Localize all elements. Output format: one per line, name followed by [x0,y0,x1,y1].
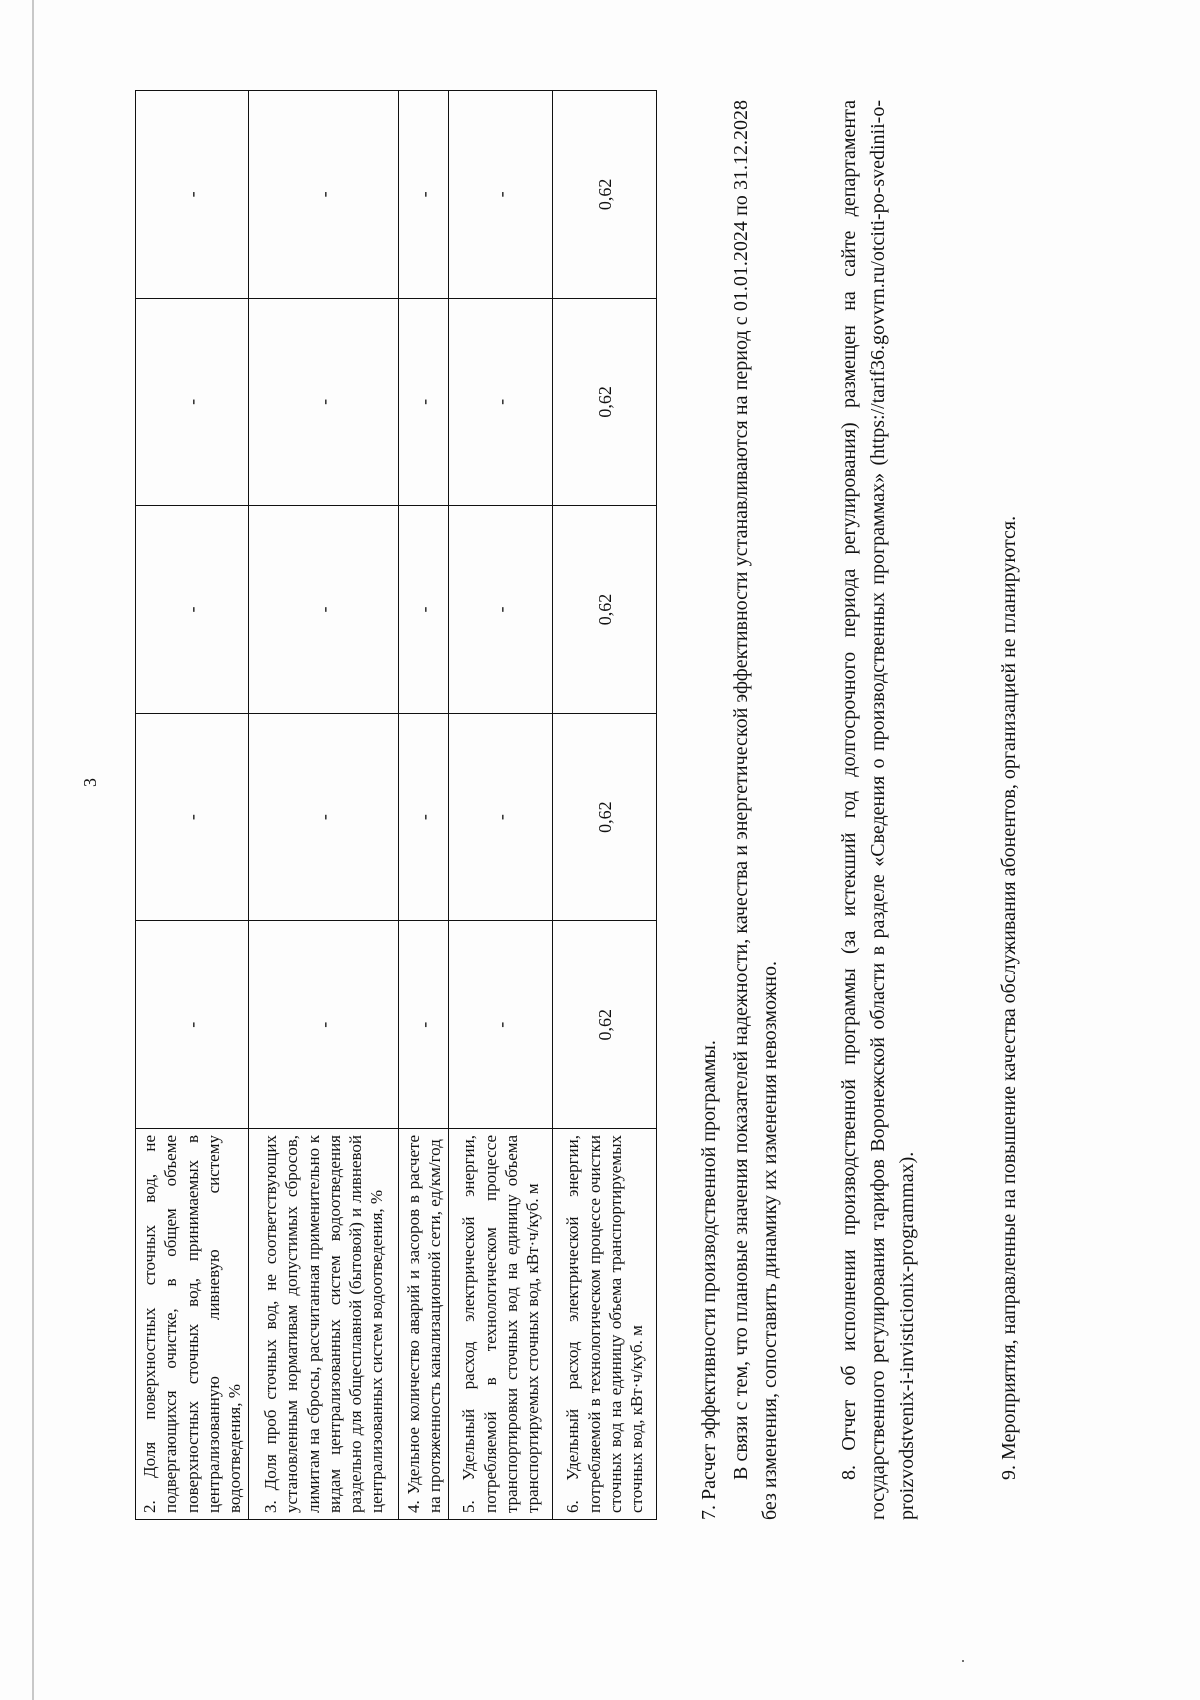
indicator-value: 0,62 [553,298,657,506]
indicator-value: 0,62 [553,91,657,299]
table-row [249,91,399,1520]
indicator-value: 0,62 [553,921,657,1129]
section-9-body: 9. Мероприятия, направленные на повышение качества обслуживания абонентов, организацией не планируются. [998,515,1020,1480]
indicator-value: - [449,298,553,506]
indicator-value: - [249,921,399,1129]
indicator-value: - [399,506,449,714]
indicator-value: - [136,91,249,299]
indicator-label: 5. Удельный расход электрической энергии, потребляемой в технологическом процессе транспортировки сточных вод на единицу объема транспортируемых сточных вод, кВт·ч/куб. м [449,1129,553,1520]
indicator-value: - [136,921,249,1129]
scan-speck [962,1660,964,1662]
indicator-value: - [449,506,553,714]
indicator-value: - [449,921,553,1129]
indicator-label: 3. Доля проб сточных вод, не соответствующих установленным нормативам допустимых сбросов, лимитам на сбросы, рассчитанная применительно к видам централизованных систем водоотведения раздельно для общесплавной (бытовой) и ливневой централизованных систем водоотведения, % [249,1129,399,1520]
indicator-value: - [136,713,249,921]
indicator-value: - [399,921,449,1129]
section-8-body: 8. Отчет об исполнении производственной программы (за истекший год долгосрочного периода регулирования) размещен на сайте департамента государственного регулирования тарифов Воронежской области в разделе «Сведения о производственных программах» (https://tarif36.govvrn.ru/otciti-po-svedinii-o-proizvodstvenix-i-invisticionix-programmax). [838,100,918,1520]
indicators-table [135,90,657,1520]
indicator-value: - [249,298,399,506]
indicator-value: 0,62 [553,506,657,714]
rotated-content [95,90,1095,1520]
indicator-label: 4. Удельное количество аварий и засоров в расчете на протяженность канализационной сети, ед/км/год [399,1129,449,1520]
indicator-value: - [136,298,249,506]
indicator-value: 0,62 [553,713,657,921]
indicator-value: - [249,91,399,299]
indicator-value: - [449,91,553,299]
indicator-label: 2. Доля поверхностных сточных вод, не подвергающихся очистке, в общем объеме поверхностных сточных вод, принимаемых в централизованную ливневую систему водоотведения, % [136,1129,249,1520]
table-row [399,91,449,1520]
table-row [553,91,657,1520]
indicator-label: 6. Удельный расход электрической энергии, потребляемой в технологическом процессе очистки сточных вод на единицу объема транспортируемых сточных вод, кВт·ч/куб. м [553,1129,657,1520]
indicator-value: - [399,298,449,506]
scan-edge [32,0,34,1700]
indicator-value: - [136,506,249,714]
table-row [136,91,249,1520]
indicator-value: - [399,713,449,921]
table-row [449,91,553,1520]
indicator-value: - [449,713,553,921]
page-number: 3 [80,778,100,787]
section-7-title: 7. Расчет эффективности производственной программы. [698,1040,720,1520]
indicator-value: - [399,91,449,299]
indicator-value: - [249,713,399,921]
indicator-value: - [249,506,399,714]
section-7-body: В связи с тем, что плановые значения показателей надежности, качества и энергетической эффективности устанавливаются на период с 01.01.2024 по 31.12.2028 без изменения, сопоставить динамику их изменения невозможно. [730,100,781,1520]
